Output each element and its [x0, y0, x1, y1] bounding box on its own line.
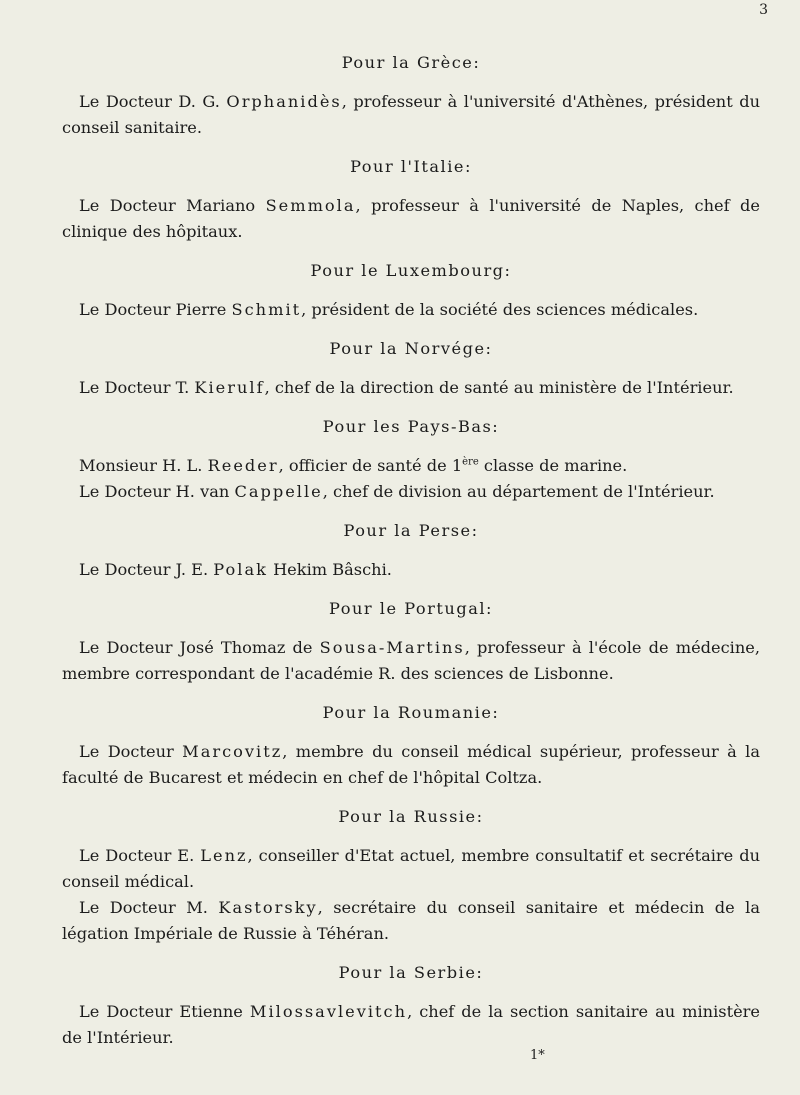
- delegate-name: Semmola: [265, 196, 356, 215]
- section-heading-serbie: Pour la Serbie:: [338, 963, 484, 982]
- section-heading-roumanie: Pour la Roumanie:: [322, 703, 500, 722]
- section-heading-luxembourg: Pour le Luxembourg:: [310, 261, 512, 280]
- delegate-entry: Le Docteur Etienne Milossavlevitch, chef de la section sanitaire au ministère de l'Intérieur.: [62, 1002, 760, 1047]
- delegate-entry: Le Docteur E. Lenz, conseiller d'Etat actuel, membre consultatif et secrétaire du conseil médical.: [62, 846, 760, 891]
- printer-signature-mark: 1*: [530, 1048, 545, 1063]
- delegate-name: Reeder: [207, 456, 279, 475]
- section-heading-perse: Pour la Perse:: [343, 521, 479, 540]
- delegate-name: Cappelle: [234, 482, 323, 501]
- delegate-entry: Le Docteur Pierre Schmit, président de la société des sciences médicales.: [79, 300, 699, 319]
- section-heading-italie: Pour l'Italie:: [350, 157, 472, 176]
- section-heading-pays-bas: Pour les Pays-Bas:: [322, 417, 500, 436]
- delegate-name: Kierulf: [194, 378, 265, 397]
- delegate-entry: Monsieur H. L. Reeder, officier de santé de 1ère classe de marine.: [79, 456, 628, 475]
- delegate-entry: Le Docteur M. Kastorsky, secrétaire du conseil sanitaire et médecin de la légation Impériale de Russie à Téhéran.: [62, 898, 760, 943]
- delegate-name: Lenz: [200, 846, 248, 865]
- delegate-entry: Le Docteur H. van Cappelle, chef de division au département de l'Intérieur.: [79, 482, 715, 501]
- delegates-list: [62, 50, 760, 1064]
- delegate-entry: Le Docteur Mariano Semmola, professeur à l'université de Naples, chef de clinique des hôpitaux.: [62, 196, 760, 241]
- delegate-entry: Le Docteur D. G. Orphanidès, professeur à l'université d'Athènes, président du conseil sanitaire.: [62, 92, 760, 137]
- section-heading-norvege: Pour la Norvége:: [329, 339, 493, 358]
- delegate-name: Polak: [213, 560, 268, 579]
- delegate-entry: Le Docteur T. Kierulf, chef de la direction de santé au ministère de l'Intérieur.: [79, 378, 734, 397]
- delegate-name: Marcovitz: [182, 742, 283, 761]
- delegate-entry: Le Docteur Marcovitz, membre du conseil médical supérieur, professeur à la faculté de Bucarest et médecin en chef de l'hôpital Coltza.: [62, 742, 760, 787]
- delegate-entry: Le Docteur José Thomaz de Sousa-Martins, professeur à l'école de médecine, membre correspondant de l'académie R. des sciences de Lisbonne.: [62, 638, 761, 683]
- section-heading-russie: Pour la Russie:: [338, 807, 484, 826]
- delegate-name: Milossavlevitch: [249, 1002, 408, 1021]
- page-number: 3: [759, 2, 768, 18]
- delegate-name: Schmit: [231, 300, 302, 319]
- delegate-entry: Le Docteur J. E. Polak Hekim Bâschi.: [79, 560, 392, 579]
- delegate-name: Kastorsky: [218, 898, 318, 917]
- delegate-name: Sousa-Martins: [319, 638, 465, 657]
- section-heading-grece: Pour la Grèce:: [341, 53, 481, 72]
- delegate-name: Orphanidès: [226, 92, 342, 111]
- section-heading-portugal: Pour le Portugal:: [329, 599, 493, 618]
